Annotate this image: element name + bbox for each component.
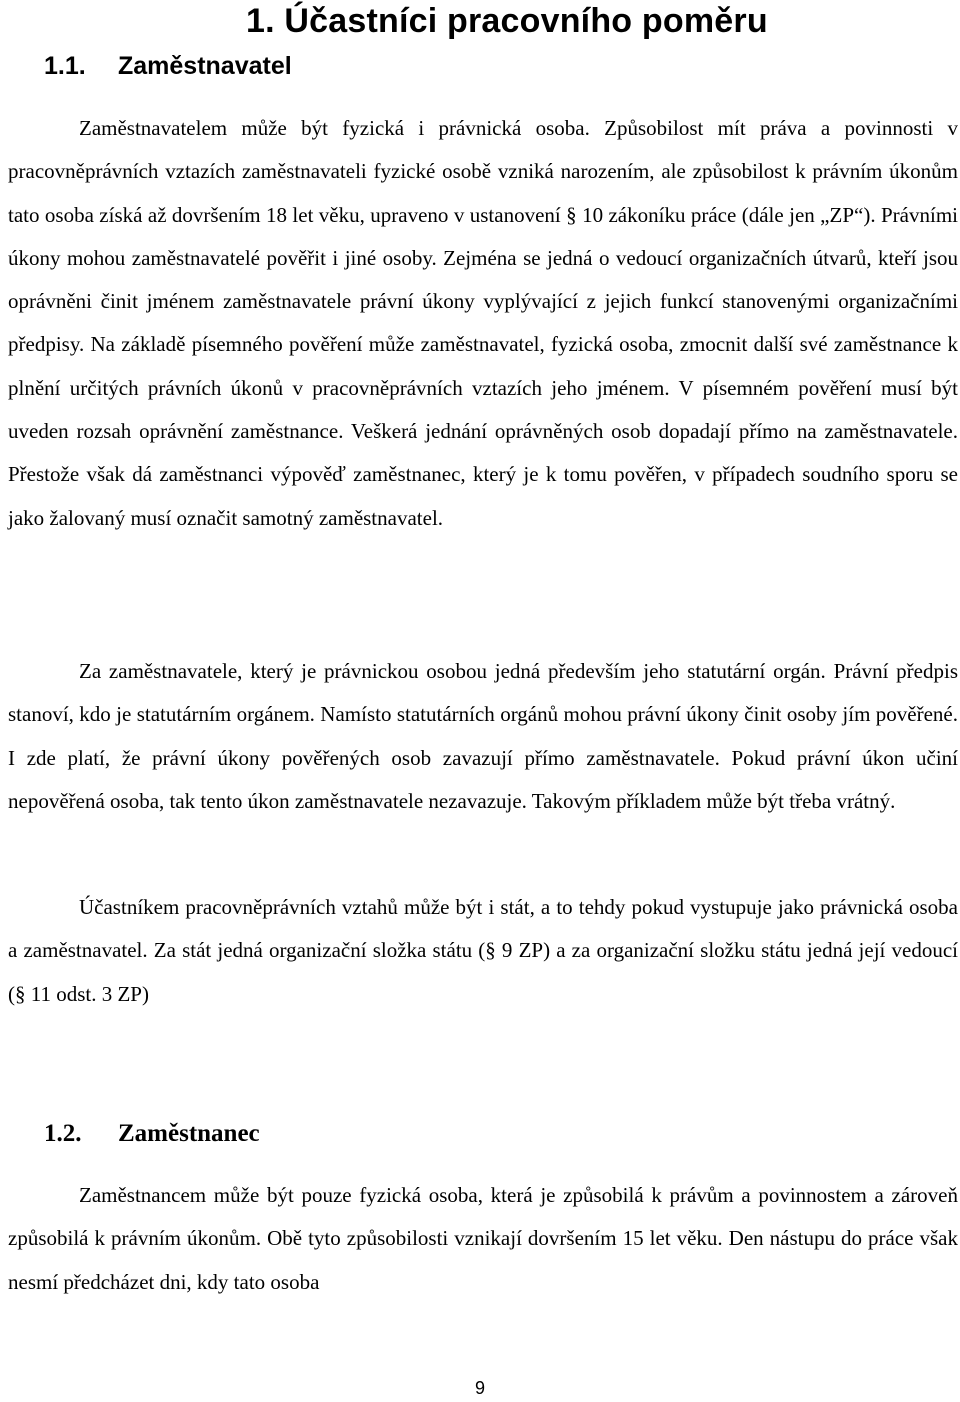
section-heading-employer bbox=[44, 52, 292, 81]
paragraph-state-as-employer: Účastníkem pracovněprávních vztahů může být i stát, a to tehdy pokud vystupuje jako právnická osoba a zaměstnavatel. Za stát jedná organizační složka státu (§ 9 ZP) a za organizační složku státu jedná její vedoucí (§ 11 odst. 3 ZP) bbox=[8, 895, 958, 1006]
paragraph-employee-definition: Zaměstnancem může být pouze fyzická osoba, která je způsobilá k právům a povinnostem a zároveň způsobilá k právním úkonům. Obě tyto způsobilosti vznikají dovršením 15 let věku. Den nástupu do práce však nesmí předcházet dni, kdy tato osoba bbox=[8, 1183, 958, 1294]
page-number: 9 bbox=[474, 1378, 485, 1398]
paragraph-employer-definition: Zaměstnavatelem může být fyzická i právnická osoba. Způsobilost mít práva a povinnosti v pracovněprávních vztazích zaměstnavateli fyzické osobě vzniká narozením, ale způsobilost k právním úkonům tato osoba získá až dovršením 18 let věku, upraveno v ustanovení § 10 zákoníku práce (dále jen „ZP“). Právními úkony mohou zaměstnavatelé pověřit i jiné osoby. Zejména se jedná o vedoucí organizačních útvarů, kteří jsou oprávněni činit jménem zaměstnavatele právní úkony vyplývající z jejich funkcí stanovenými organizačními předpisy. Na základě písemného pověření může zaměstnavatel, fyzická osoba, zmocnit další své zaměstnance k plnění určitých právních úkonů v pracovněprávních vztazích jeho jménem. V písemném pověření musí být uveden rozsah oprávnění zaměstnance. Veškerá jednání oprávněných osob dopadají přímo na zaměstnavatele. Přestože však dá zaměstnanci výpověď zaměstnanec, který je k tomu pověřen, v případech soudního sporu se jako žalovaný musí označit samotný zaměstnavatel. bbox=[8, 116, 958, 530]
chapter-title: 1. Účastníci pracovního poměru bbox=[246, 2, 768, 40]
section-number: 1.1. bbox=[44, 52, 86, 80]
section-title: Zaměstnanec bbox=[118, 1120, 260, 1147]
section-heading-employee bbox=[44, 1120, 260, 1148]
paragraph-legal-entity-employer: Za zaměstnavatele, který je právnickou osobou jedná především jeho statutární orgán. Právní předpis stanoví, kdo je statutárním orgánem. Namísto statutárních orgánů mohou právní úkony činit osoby jím pověřené. I zde platí, že právní úkony pověřených osob zavazují přímo zaměstnavatele. Pokud právní úkon učiní nepověřená osoba, tak tento úkon zaměstnavatele nezavazuje. Takovým příkladem může být třeba vrátný. bbox=[8, 659, 958, 813]
section-number: 1.2. bbox=[44, 1120, 82, 1147]
section-title: Zaměstnavatel bbox=[118, 52, 292, 80]
